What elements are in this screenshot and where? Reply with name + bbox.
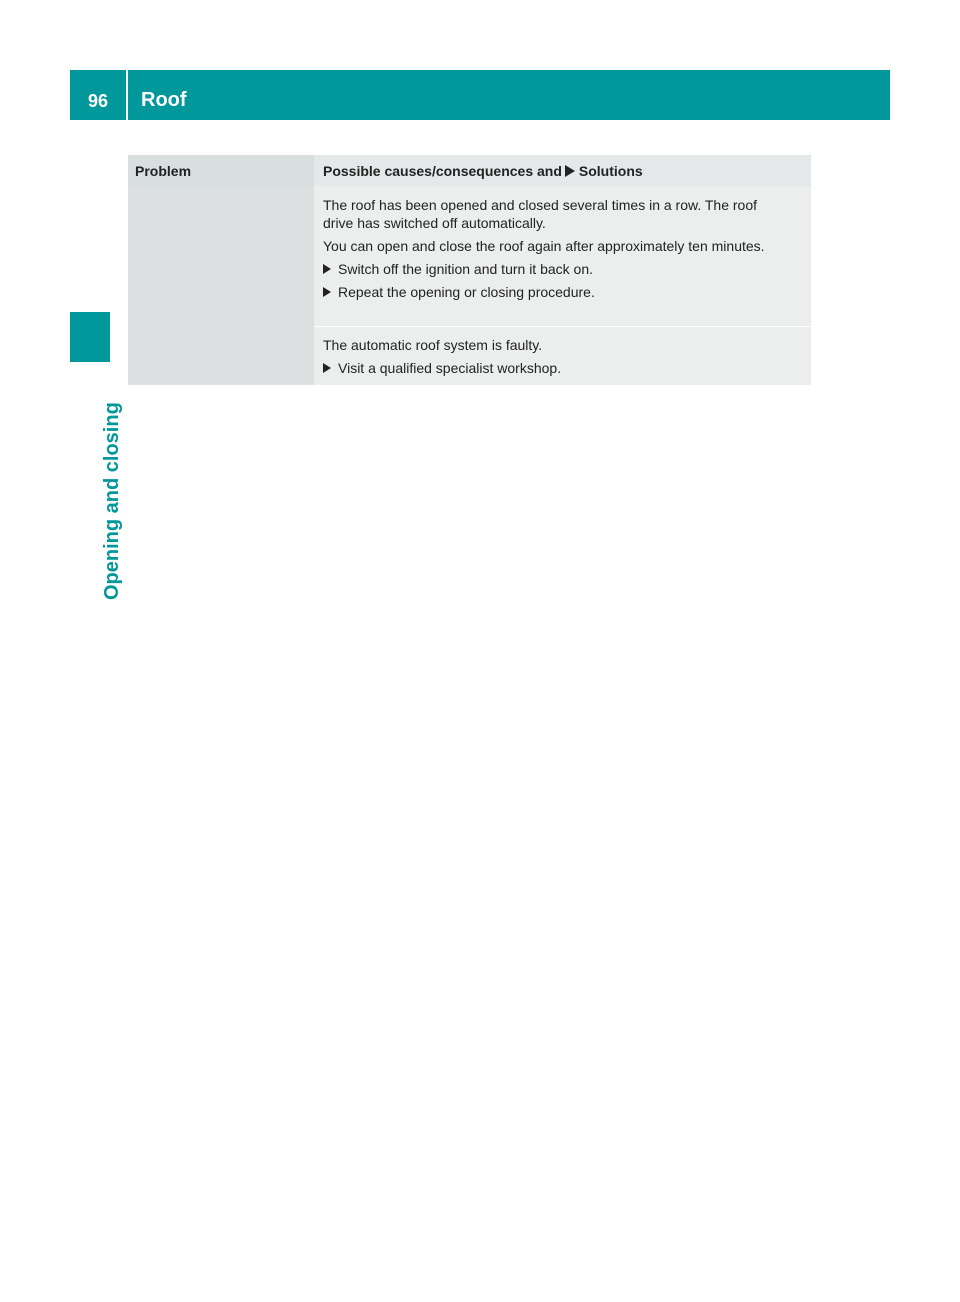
page-number: 96 (87, 91, 109, 111)
section-title: Roof (141, 89, 187, 111)
consequence-text: You can open and close the roof again after approximately ten minutes. (323, 238, 765, 254)
troubleshooting-table (128, 155, 811, 385)
solutions-column (314, 186, 811, 385)
header-divider (126, 70, 128, 120)
chapter-marker (70, 312, 110, 362)
table-header-row (128, 155, 811, 186)
arrow-right-icon (323, 287, 331, 297)
solution-step (323, 359, 791, 377)
solution-step (323, 283, 791, 301)
solution-cell (314, 326, 811, 385)
column-header-solutions-prefix: Possible causes/consequences and (323, 163, 562, 179)
solution-cell (314, 186, 811, 326)
solution-step (323, 260, 791, 278)
column-header-solutions-suffix: Solutions (578, 163, 643, 179)
page-header-bar (70, 70, 890, 120)
solution-step-text: Visit a qualified specialist workshop. (338, 360, 562, 376)
table-body (128, 186, 811, 385)
problem-cell (128, 186, 314, 385)
solution-step-text: Repeat the opening or closing procedure. (338, 284, 595, 300)
arrow-right-icon (323, 264, 331, 274)
column-header-solutions (314, 155, 811, 186)
chapter-label: Opening and closing (101, 402, 123, 600)
solution-step-text: Switch off the ignition and turn it back on. (338, 261, 594, 277)
arrow-right-icon (565, 165, 575, 177)
cause-text: The roof has been opened and closed several times in a row. The roof drive has switched off automatically. (323, 197, 758, 231)
cause-text: The automatic roof system is faulty. (323, 337, 543, 353)
arrow-right-icon (323, 363, 331, 373)
column-header-problem: Problem (128, 155, 314, 186)
